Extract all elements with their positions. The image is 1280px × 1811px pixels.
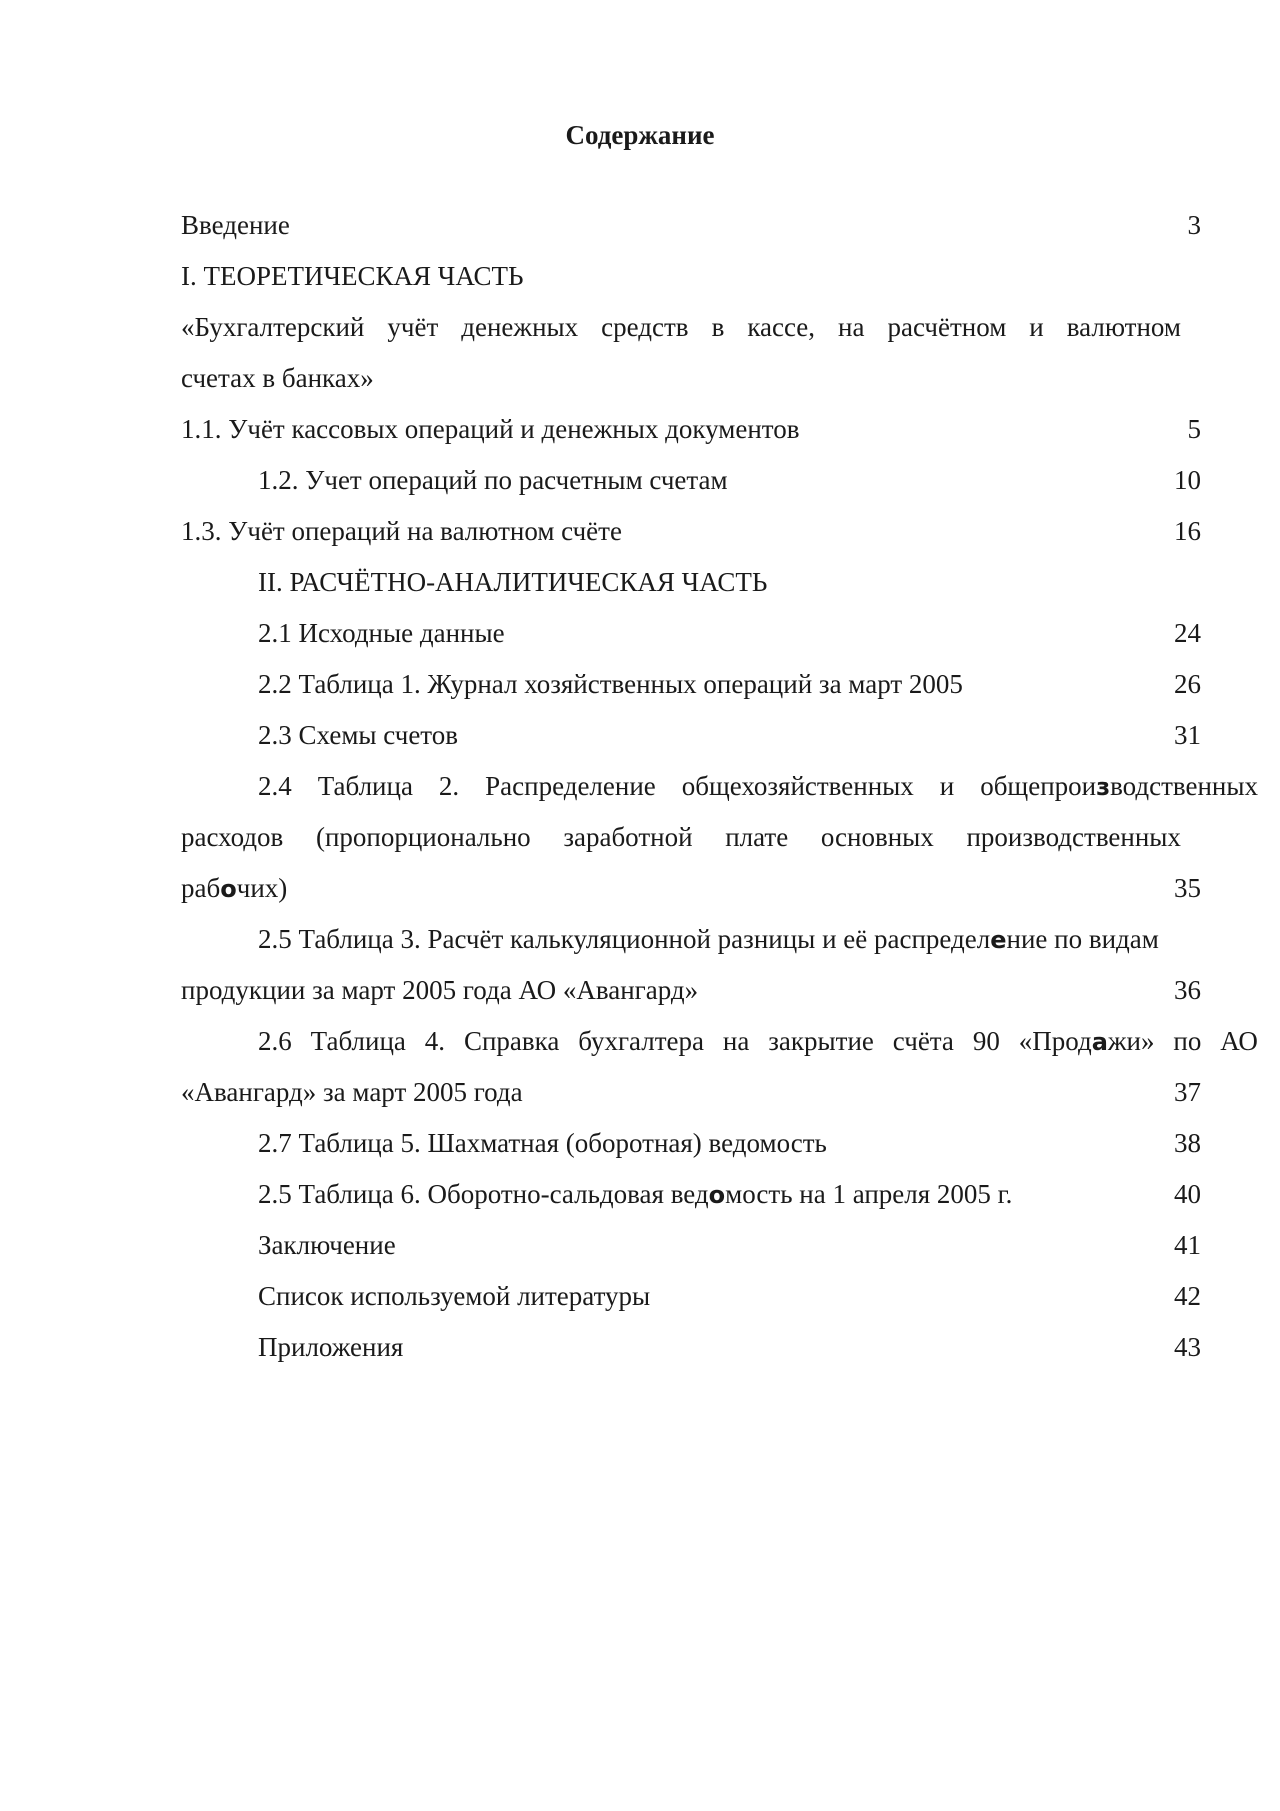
- toc-word: АО: [1220, 1026, 1258, 1056]
- toc-entry-conclusion: [181, 1220, 1261, 1271]
- word-part: раб: [181, 873, 221, 903]
- toc-entry-text: 1.1. Учёт кассовых операций и денежных документов: [181, 414, 800, 444]
- toc-entry-2-5: [181, 914, 1261, 965]
- toc-page-number: 24: [1174, 618, 1201, 648]
- toc-word: Распределение: [485, 771, 656, 801]
- toc-entry-text: Список используемой литературы: [258, 1281, 651, 1311]
- toc-word: и: [1029, 312, 1044, 342]
- toc-word: 90: [972, 1026, 1000, 1056]
- toc-entry-intro: [181, 200, 1261, 251]
- toc-word: 2.: [438, 771, 460, 801]
- word-part: 2.5 Таблица 3. Расчёт калькуляционной разницы и её распредел: [258, 924, 991, 954]
- toc-word: 4.: [424, 1026, 446, 1056]
- toc-word: 2.4: [258, 771, 292, 801]
- toc-entry-2-3: [181, 710, 1261, 761]
- toc-page-number: 36: [1174, 975, 1201, 1005]
- toc-entry-text: I. ТЕОРЕТИЧЕСКАЯ ЧАСТЬ: [181, 261, 524, 291]
- toc-entry-text: «Авангард» за март 2005 года: [181, 1077, 523, 1107]
- word-part-bold: а: [1091, 1028, 1108, 1056]
- toc-entry-text: 2.7 Таблица 5. Шахматная (оборотная) ведомость: [258, 1128, 827, 1158]
- toc-page-number: 16: [1174, 516, 1201, 546]
- toc-word: закрытие: [768, 1026, 874, 1056]
- toc-page-number: 26: [1174, 669, 1201, 699]
- toc-page-number: 5: [1187, 414, 1201, 444]
- toc-entry-text: [258, 914, 1159, 966]
- toc-entry-text: Введение: [181, 210, 290, 240]
- table-of-contents: [181, 200, 1261, 1373]
- toc-entry-2-2: [181, 659, 1261, 710]
- toc-entry-part2: [181, 557, 1261, 608]
- toc-entry-2-1: [181, 608, 1261, 659]
- word-part: водственных: [1110, 771, 1258, 801]
- toc-word: средств: [601, 312, 689, 342]
- toc-word: заработной: [563, 822, 693, 852]
- toc-word: общехозяйственных: [681, 771, 914, 801]
- toc-entry-text: Приложения: [258, 1332, 404, 1362]
- toc-entry-part1-subtitle-cont: [181, 353, 1261, 404]
- word-part: жи»: [1107, 1026, 1155, 1056]
- word-part: 2.5 Таблица 6. Оборотно-сальдовая вед: [258, 1179, 709, 1209]
- toc-entry-2-7: [181, 1118, 1261, 1169]
- toc-entry-2-4-end: [181, 863, 1261, 914]
- toc-word: валютном: [1066, 312, 1181, 342]
- toc-entry-text: счетах в банках»: [181, 363, 374, 393]
- toc-entry-part1: [181, 251, 1261, 302]
- toc-word: счёта: [892, 1026, 954, 1056]
- word-part: ние по видам: [1006, 924, 1159, 954]
- toc-page-number: 42: [1174, 1281, 1201, 1311]
- toc-entry-part1-subtitle: [181, 302, 1261, 353]
- toc-page-number: 10: [1174, 465, 1201, 495]
- toc-word: [980, 761, 1258, 813]
- toc-entry-2-4-cont: [181, 812, 1261, 863]
- toc-entry-text: продукции за март 2005 года АО «Авангард»: [181, 975, 699, 1005]
- word-part-bold: з: [1096, 773, 1111, 801]
- toc-entry-literature: [181, 1271, 1261, 1322]
- toc-page-number: 35: [1174, 873, 1201, 903]
- toc-word: на: [722, 1026, 750, 1056]
- toc-entry-appendices: [181, 1322, 1261, 1373]
- toc-entry-2-5-cont: [181, 965, 1261, 1016]
- toc-entry-1-3: [181, 506, 1261, 557]
- toc-word: расходов: [181, 822, 284, 852]
- page-title: Содержание: [565, 120, 715, 150]
- toc-entry-1-2: [181, 455, 1261, 506]
- word-part-bold: о: [220, 875, 237, 903]
- toc-word: и: [939, 771, 955, 801]
- toc-word: Таблица: [317, 771, 413, 801]
- toc-word: (пропорционально: [315, 822, 531, 852]
- toc-page-number: 37: [1174, 1077, 1201, 1107]
- toc-entry-text: [181, 863, 287, 915]
- toc-entry-text: 2.2 Таблица 1. Журнал хозяйственных операций за март 2005: [258, 669, 963, 699]
- toc-page-number: 38: [1174, 1128, 1201, 1158]
- toc-word: [1019, 1016, 1155, 1068]
- toc-page-number: 31: [1174, 720, 1201, 750]
- toc-word: денежных: [461, 312, 579, 342]
- word-part-bold: о: [708, 1181, 726, 1209]
- toc-word: 2.6: [258, 1026, 292, 1056]
- toc-word: кассе,: [747, 312, 816, 342]
- toc-word: Таблица: [310, 1026, 406, 1056]
- toc-entry-text: 1.3. Учёт операций на валютном счёте: [181, 516, 622, 546]
- toc-word: производственных: [966, 822, 1181, 852]
- word-part: мость на 1 апреля 2005 г.: [725, 1179, 1013, 1209]
- toc-entry-text: 1.2. Учет операций по расчетным счетам: [258, 465, 728, 495]
- toc-entry-text: 2.3 Схемы счетов: [258, 720, 458, 750]
- toc-entry-text: Заключение: [258, 1230, 396, 1260]
- toc-word: «Бухгалтерский: [181, 312, 365, 342]
- toc-word: по: [1173, 1026, 1202, 1056]
- toc-word: учёт: [387, 312, 439, 342]
- toc-page-number: 43: [1174, 1332, 1201, 1362]
- word-part: «Прод: [1018, 1026, 1092, 1056]
- toc-entry-text: 2.1 Исходные данные: [258, 618, 505, 648]
- toc-page-number: 3: [1187, 210, 1201, 240]
- toc-page-number: 40: [1174, 1179, 1201, 1209]
- word-part: чих): [236, 873, 288, 903]
- toc-entry-text: [258, 1169, 1012, 1221]
- word-part: общепрои: [980, 771, 1097, 801]
- toc-word: бухгалтера: [578, 1026, 704, 1056]
- toc-word: плате: [725, 822, 789, 852]
- toc-word: расчётном: [887, 312, 1007, 342]
- toc-word: основных: [820, 822, 934, 852]
- toc-word: на: [838, 312, 865, 342]
- toc-entry-1-1: [181, 404, 1261, 455]
- toc-entry-2-4: [181, 761, 1261, 812]
- word-part-bold: е: [990, 926, 1007, 954]
- toc-page-number: 41: [1174, 1230, 1201, 1260]
- toc-word: в: [711, 312, 725, 342]
- toc-entry-2-8: [181, 1169, 1261, 1220]
- toc-entry-text: II. РАСЧЁТНО-АНАЛИТИЧЕСКАЯ ЧАСТЬ: [258, 567, 768, 597]
- toc-word: Справка: [463, 1026, 560, 1056]
- toc-entry-2-6-cont: [181, 1067, 1261, 1118]
- toc-entry-2-6: [181, 1016, 1261, 1067]
